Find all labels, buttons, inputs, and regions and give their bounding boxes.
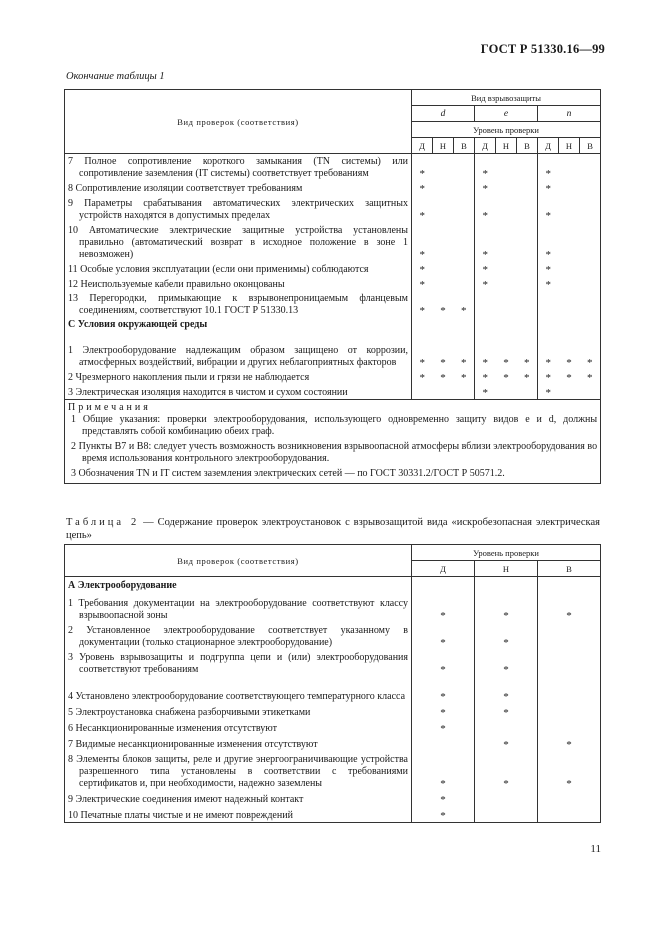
check-mark-cell [580, 276, 601, 291]
check-mark-cell: * [461, 372, 467, 384]
check-mark-cell: * [412, 261, 433, 276]
level-header-cell: В [454, 138, 475, 154]
check-mark-cell [496, 222, 517, 261]
check-mark-cell: * [475, 751, 538, 790]
empty-cell [412, 317, 433, 331]
note-item: 2 Пункты В7 и В8: следует учесть возможность возникновения взрывоопасной атмосферы вблизи электрооборудования во время использования контрольного электрооборудования. [71, 441, 598, 464]
check-mark-cell [496, 195, 517, 222]
check-mark-cell: * [412, 622, 475, 649]
check-mark-cell: * [412, 369, 433, 384]
check-item-label: 8 Элементы блоков защиты, реле и другие энергоограничивающие устройства разрешенного типа установлены в соответствии с требованиями сертификатов и, при необходимости, надежно заземлены [68, 754, 408, 789]
check-mark-cell [517, 261, 538, 276]
check-mark-cell [454, 276, 475, 291]
check-mark-cell: * [475, 222, 496, 261]
table-row [65, 222, 601, 261]
notes-title: Примечания [68, 402, 151, 413]
empty-cell [496, 317, 517, 331]
check-item-label: 3 Электрическая изоляция находится в чистом и сухом состоянии [68, 387, 348, 398]
check-mark-cell [580, 154, 601, 181]
note-item: 3 Обозначения TN и IT систем заземления электрических сетей — по ГОСТ 30331.2/ГОСТ Р 50571.2. [71, 468, 505, 479]
table-row [65, 276, 601, 291]
check-mark-cell [496, 291, 517, 317]
check-mark-cell [559, 222, 580, 261]
protection-type-header: Вид взрывозащиты [412, 90, 601, 106]
check-mark-cell: * [412, 276, 433, 291]
check-mark-cell [517, 384, 538, 400]
check-mark-cell: * [503, 372, 509, 384]
check-mark-cell [433, 261, 454, 276]
check-mark-cell [538, 649, 601, 676]
check-mark-cell [580, 180, 601, 195]
check-mark-cell [538, 790, 601, 806]
check-mark-cell [559, 384, 580, 400]
check-mark-cell: * [412, 703, 475, 719]
check-mark-cell: * [503, 357, 509, 369]
check-item-label: 2 Установленное электрооборудование соответствует указанному в документации (только стационарное электрооборудование) [68, 625, 408, 648]
empty-cell [433, 317, 454, 331]
level-header-cell: Д [538, 138, 559, 154]
check-mark-cell: * [538, 751, 601, 790]
check-mark-cell [433, 384, 454, 400]
check-mark-cell [517, 222, 538, 261]
check-item-label: 7 Видимые несанкционированные изменения отсутствуют [68, 739, 318, 750]
check-mark-cell [559, 180, 580, 195]
check-item-label: 8 Сопротивление изоляции соответствует требованиям [68, 183, 303, 194]
check-mark-cell: * [538, 384, 559, 400]
check-mark-cell [433, 154, 454, 181]
check-mark-cell: * [412, 222, 433, 261]
check-mark-cell [559, 154, 580, 181]
table-row [65, 180, 601, 195]
check-mark-cell [580, 384, 601, 400]
table-row [65, 384, 601, 400]
check-mark-cell [538, 703, 601, 719]
check-mark-cell: * [566, 372, 572, 384]
table-row [65, 703, 601, 719]
table-row [65, 331, 601, 369]
empty-cell [538, 577, 601, 593]
check-mark-cell [517, 291, 538, 317]
check-mark-cell [433, 195, 454, 222]
check-mark-cell [454, 222, 475, 261]
check-mark-cell: * [475, 703, 538, 719]
check-mark-cell [496, 261, 517, 276]
table-row [65, 735, 601, 751]
protection-type-e: e [475, 106, 538, 122]
check-mark-cell [496, 276, 517, 291]
check-mark-cell: * [538, 592, 601, 622]
check-mark-cell: * [475, 592, 538, 622]
table1 [64, 89, 601, 484]
empty-cell [475, 577, 538, 593]
check-mark-cell: * [538, 276, 559, 291]
level-header-cell: Д [475, 138, 496, 154]
level-header-cell: Н [475, 561, 538, 577]
check-mark-cell: * [412, 592, 475, 622]
check-mark-cell [559, 276, 580, 291]
table-row [65, 291, 601, 317]
level-header-cell: В [538, 561, 601, 577]
check-mark-cell [538, 719, 601, 735]
check-mark-cell: * [412, 331, 433, 369]
check-item-label: 10 Печатные платы чистые и не имеют повреждений [68, 810, 293, 821]
check-mark-cell [475, 719, 538, 735]
notes-block [65, 400, 601, 484]
check-mark-cell: * [412, 676, 475, 703]
table-row [65, 195, 601, 222]
table-row [65, 790, 601, 806]
check-mark-cell [433, 276, 454, 291]
table-row [65, 369, 601, 384]
check-mark-cell [454, 261, 475, 276]
check-mark-cell: * [475, 649, 538, 676]
empty-cell [517, 317, 538, 331]
check-mark-cell [538, 806, 601, 823]
check-mark-cell [454, 384, 475, 400]
check-mark-cell [559, 291, 580, 317]
check-mark-cell: * [475, 369, 496, 384]
check-mark-cell: * [566, 357, 572, 369]
check-mark-cell: * [587, 357, 593, 369]
empty-cell [454, 317, 475, 331]
check-mark-cell: * [475, 276, 496, 291]
table-row [65, 676, 601, 703]
table2-level-header: Уровень проверки [412, 545, 601, 561]
level-header-cell: В [580, 138, 601, 154]
section-heading: С Условия окружающей среды [68, 319, 208, 330]
check-mark-cell [538, 622, 601, 649]
check-mark-cell [433, 180, 454, 195]
check-item-label: 4 Установлено электрооборудование соответствующего температурного класса [68, 691, 406, 702]
check-mark-cell [496, 180, 517, 195]
table-row [65, 751, 601, 790]
check-item-label: 13 Перегородки, примыкающие к взрывонепроницаемым фланцевым соединениям, соответствуют 10.1 ГОСТ Р 51330.13 [68, 293, 408, 316]
check-mark-cell [580, 291, 601, 317]
check-mark-cell [538, 676, 601, 703]
section-heading: А Электрооборудование [68, 580, 177, 591]
table-row [65, 719, 601, 735]
note-item: 1 Общие указания: проверки электрооборудования, использующего одновременно защиту видов e и d, должны представлять собой комбинацию обеих граф. [71, 414, 598, 437]
table-row [65, 649, 601, 676]
check-mark-cell: * [440, 305, 446, 317]
check-mark-cell: * [412, 180, 433, 195]
level-header-cell: В [517, 138, 538, 154]
check-item-label: 11 Особые условия эксплуатации (если они применимы) соблюдаются [68, 264, 369, 275]
check-mark-cell: * [412, 291, 433, 317]
check-mark-cell [517, 195, 538, 222]
level-header-cell: Н [496, 138, 517, 154]
check-mark-cell: * [524, 357, 530, 369]
check-mark-cell: * [475, 735, 538, 751]
empty-cell [559, 317, 580, 331]
check-mark-cell: * [475, 676, 538, 703]
table1-caption: Окончание таблицы 1 [66, 71, 165, 82]
check-mark-cell [580, 222, 601, 261]
level-header-cell: Д [412, 138, 433, 154]
check-mark-cell: * [538, 154, 559, 181]
check-mark-cell [475, 790, 538, 806]
level-header-cell: Н [433, 138, 454, 154]
check-item-label: 9 Электрические соединения имеют надежный контакт [68, 794, 304, 805]
check-mark-cell: * [440, 357, 446, 369]
check-item-label: 1 Электрооборудование надлежащим образом защищено от коррозии, атмосферных воздействий, вибрации и других неблагоприятных факторов [68, 345, 408, 368]
table1-column-header: Вид проверок (соответствия) [65, 90, 412, 154]
check-item-label: 7 Полное сопротивление короткого замыкания (TN системы) или сопротивление заземления (IT системы) соответствует требованиям [68, 156, 408, 179]
check-mark-cell [538, 291, 559, 317]
table-row [65, 592, 601, 622]
empty-cell [538, 317, 559, 331]
table-row [65, 622, 601, 649]
table2 [64, 544, 601, 823]
check-item-label: 1 Требования документации на электрооборудование соответствуют классу взрывоопасной зоны [68, 598, 408, 621]
check-mark-cell [517, 180, 538, 195]
check-mark-cell: * [538, 222, 559, 261]
check-mark-cell: * [538, 331, 559, 369]
table-row [65, 577, 601, 593]
table-row [65, 317, 601, 331]
empty-cell [412, 577, 475, 593]
check-item-label: 9 Параметры срабатывания автоматических электрических защитных устройств находятся в допустимых пределах [68, 198, 408, 221]
table-row [65, 261, 601, 276]
check-mark-cell: * [412, 790, 475, 806]
check-mark-cell: * [475, 384, 496, 400]
check-mark-cell [580, 261, 601, 276]
check-mark-cell [559, 261, 580, 276]
table2-column-header: Вид проверок (соответствия) [65, 545, 412, 577]
check-mark-cell: * [440, 372, 446, 384]
check-mark-cell [433, 222, 454, 261]
check-mark-cell: * [475, 622, 538, 649]
protection-type-d: d [412, 106, 475, 122]
table2-caption [66, 516, 600, 542]
check-mark-cell: * [538, 369, 559, 384]
level-header-cell: Д [412, 561, 475, 577]
check-item-label: 3 Уровень взрывозащиты и подгруппа цепи и (или) электрооборудования соответствуют требованиям [68, 652, 408, 675]
check-mark-cell: * [461, 357, 467, 369]
check-item-label: 12 Неиспользуемые кабели правильно оконцованы [68, 279, 285, 290]
check-mark-cell [517, 154, 538, 181]
table1-level-header: Уровень проверки [412, 122, 601, 138]
document-code-header: ГОСТ Р 51330.16—99 [480, 42, 605, 56]
check-mark-cell: * [524, 372, 530, 384]
check-mark-cell: * [475, 154, 496, 181]
check-mark-cell: * [412, 751, 475, 790]
check-mark-cell [454, 195, 475, 222]
check-mark-cell [412, 384, 433, 400]
check-mark-cell [454, 180, 475, 195]
check-mark-cell: * [538, 735, 601, 751]
check-mark-cell: * [538, 261, 559, 276]
check-mark-cell [454, 154, 475, 181]
check-item-label: 5 Электроустановка снабжена разборчивыми этикетками [68, 707, 311, 718]
check-mark-cell: * [475, 261, 496, 276]
check-mark-cell [496, 384, 517, 400]
check-mark-cell: * [412, 719, 475, 735]
check-mark-cell: * [412, 195, 433, 222]
check-mark-cell: * [412, 806, 475, 823]
check-item-label: 10 Автоматические электрические защитные устройства установлены правильно (автоматический возврат в исходное положение в зоне 1 невозможен) [68, 225, 408, 260]
empty-cell [580, 317, 601, 331]
check-mark-cell: * [475, 331, 496, 369]
check-mark-cell: * [538, 195, 559, 222]
check-mark-cell: * [412, 154, 433, 181]
check-mark-cell [496, 154, 517, 181]
check-mark-cell: * [538, 180, 559, 195]
table2-caption-text: — Содержание проверок электроустановок с взрывозащитой вида «искробезопасная электрическая цепь» [66, 517, 600, 541]
table-row [65, 154, 601, 181]
check-item-label: 6 Несанкционированные изменения отсутствуют [68, 723, 277, 734]
check-mark-cell: * [475, 195, 496, 222]
check-mark-cell: * [461, 305, 467, 317]
check-mark-cell: * [587, 372, 593, 384]
check-mark-cell: * [412, 649, 475, 676]
check-mark-cell [580, 195, 601, 222]
check-mark-cell [475, 291, 496, 317]
check-mark-cell [517, 276, 538, 291]
page-number: 11 [590, 843, 601, 855]
table2-caption-prefix: Таблица 2 [66, 517, 140, 528]
protection-type-n: n [538, 106, 601, 122]
check-mark-cell: * [475, 180, 496, 195]
check-mark-cell [475, 806, 538, 823]
table-row [65, 806, 601, 823]
level-header-cell: Н [559, 138, 580, 154]
check-mark-cell [412, 735, 475, 751]
check-mark-cell [559, 195, 580, 222]
check-item-label: 2 Чрезмерного накопления пыли и грязи не наблюдается [68, 372, 310, 383]
empty-cell [475, 317, 496, 331]
